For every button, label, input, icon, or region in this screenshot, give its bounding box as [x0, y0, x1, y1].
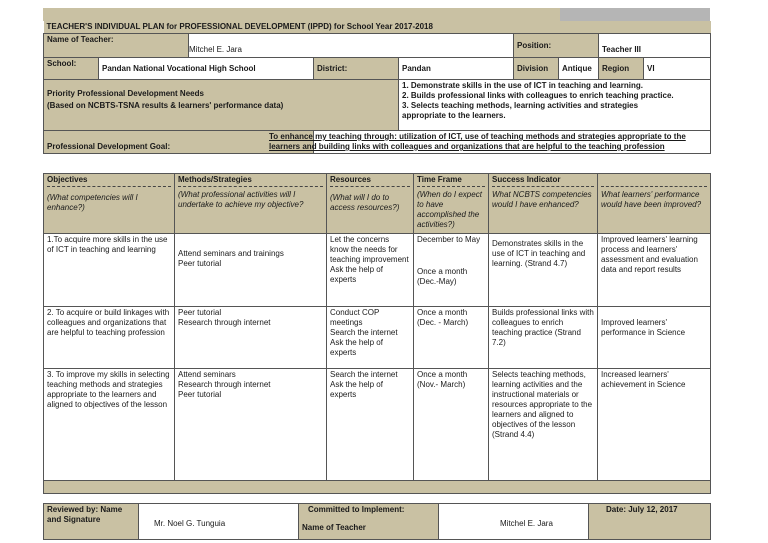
name-label: Name of Teacher: [44, 34, 189, 58]
row2-resources [327, 307, 414, 369]
committed-label [299, 504, 439, 540]
region-label [599, 58, 644, 80]
row1-objective: 1.To acquire more skills in the use of ICT in teaching and learning [44, 234, 175, 307]
col-success-title: Success Indicator [492, 175, 594, 187]
teacher-label: Name of Teacher [302, 523, 366, 532]
row3-method-3: Peer tutorial [178, 390, 222, 399]
plan-title: TEACHER'S INDIVIDUAL PLAN for PROFESSIONAL DEVELOPMENT (IPPD) for School Year 2017-2018 [44, 21, 711, 34]
row1-time-2: Once a month (Dec.-May) [417, 267, 468, 286]
plan-table [43, 173, 711, 494]
goal-line1: To enhance my teaching through: utilization of ICT, use of teaching methods and strategies appropriate to the [269, 132, 686, 141]
footer-table [43, 503, 711, 540]
row2-objective: 2. To acquire or build linkages with colleagues and organizations that are helpful to teaching profession [44, 307, 175, 369]
region-label-text: Region [602, 64, 630, 73]
col-learners-sub: What learners' performance would have been improved? [601, 190, 702, 209]
col-learners-title [601, 175, 707, 187]
row3-method-1: Attend seminars [178, 370, 236, 379]
name-value-text: Mitchel E. Jara [189, 45, 242, 54]
row3-resource-1: Search the internet [330, 370, 398, 379]
position-value [599, 34, 711, 58]
table-row [44, 234, 711, 307]
row3-time: Once a month (Nov.- March) [414, 369, 489, 481]
row2-learners [598, 307, 711, 369]
division-label [514, 58, 559, 80]
spacer-row [44, 481, 711, 494]
row3-learners: Increased learners' achievement in Science [598, 369, 711, 481]
position-value-text: Teacher III [602, 45, 641, 54]
date-cell [589, 504, 711, 540]
plan-header-row [44, 174, 711, 234]
school-value [99, 58, 314, 80]
region-value-text: VI [647, 64, 655, 73]
row2-competency: Builds professional links with colleagues to enrich teaching practice (Strand 7.2) [489, 307, 598, 369]
school-label: School: [44, 58, 99, 80]
col-time-sub: (When do I expect to have accomplished the activities?) [417, 190, 482, 229]
row1-methods [175, 234, 327, 307]
teacher-name: Mitchel E. Jara [500, 519, 553, 528]
row2-method-1: Peer tutorial [178, 308, 222, 317]
header-table [43, 21, 711, 154]
top-strip-grey [560, 8, 710, 21]
region-value [644, 58, 711, 80]
col-time [414, 174, 489, 234]
col-methods-title: Methods/Strategies [178, 175, 323, 187]
row3-resources [327, 369, 414, 481]
row1-resources [327, 234, 414, 307]
priority-label-line1: Priority Professional Development Needs [47, 89, 204, 98]
top-strip [43, 8, 710, 21]
priority-need-1: 1. Demonstrate skills in the use of ICT in teaching and learning. [402, 81, 643, 90]
row1-learners: Improved learners' learning process and learners' assessment and evaluation data and report results [598, 234, 711, 307]
col-methods [175, 174, 327, 234]
reviewed-label: Reviewed by: Name and Signature [44, 504, 139, 540]
name-value [189, 34, 514, 58]
reviewer-cell [139, 504, 299, 540]
priority-label [44, 80, 399, 131]
row1-time [414, 234, 489, 307]
priority-need-2: 2. Builds professional links with colleagues to enrich teaching practice. [402, 91, 674, 100]
row1-time-1: December to May [417, 235, 481, 244]
col-success-sub: What NCBTS competencies would I have enhanced? [492, 190, 592, 209]
row3-resource-2: Ask the help of experts [330, 380, 383, 399]
row3-method-2: Research through internet [178, 380, 271, 389]
goal-line2: learners and building links with colleagues and organizations that are helpful to the teaching profession [269, 142, 665, 151]
priority-label-line2: (Based on NCBTS-TSNA results & learners' performance data) [47, 101, 284, 110]
division-label-text: Division [517, 64, 549, 73]
school-value-text: Pandan National Vocational High School [102, 64, 256, 73]
col-objectives-sub: (What competencies will I enhance?) [47, 193, 138, 212]
position-label [514, 34, 599, 58]
division-value-text: Antique [562, 64, 592, 73]
col-time-title: Time Frame [417, 175, 485, 187]
col-learners [598, 174, 711, 234]
row2-resource-1: Conduct COP meetings [330, 308, 380, 327]
row2-resource-3: Ask the help of experts [330, 338, 383, 357]
row1-method-1: Attend seminars and trainings [178, 249, 284, 258]
spacer-cell [44, 481, 711, 494]
table-row [44, 369, 711, 481]
col-resources-title: Resources [330, 175, 410, 187]
row2-method-2: Research through internet [178, 318, 271, 327]
position-label-text: Position: [517, 41, 552, 50]
col-resources [327, 174, 414, 234]
row2-methods [175, 307, 327, 369]
row1-competency [489, 234, 598, 307]
row2-learners-text: Improved learners' performance in Science [601, 318, 686, 337]
table-row [44, 307, 711, 369]
row2-time: Once a month (Dec. - March) [414, 307, 489, 369]
division-value [559, 58, 599, 80]
district-label-text: District: [317, 64, 348, 73]
col-success [489, 174, 598, 234]
district-label [314, 58, 399, 80]
col-objectives-title: Objectives [47, 175, 171, 187]
row1-competency-text: Demonstrates skills in the use of ICT in teaching and learning. (Strand 4.7) [492, 239, 586, 268]
teacher-cell [439, 504, 589, 540]
row2-resource-2: Search the internet [330, 328, 398, 337]
row3-competency: Selects teaching methods, learning activities and the instructional materials or resources appropriate to the learners and aligned to objectives of the lesson (Strand 4.4) [489, 369, 598, 481]
committed-label-text: Committed to Implement: [308, 505, 405, 514]
row1-method-2: Peer tutorial [178, 259, 222, 268]
district-value [399, 58, 514, 80]
district-value-text: Pandan [402, 64, 431, 73]
reviewer-name: Mr. Noel G. Tunguia [154, 519, 226, 528]
row3-methods [175, 369, 327, 481]
goal-text [269, 131, 711, 154]
row3-objective: 3. To improve my skills in selecting teaching methods and strategies appropriate to the learners and aligned to objectives of the lesson [44, 369, 175, 481]
col-resources-sub: (What will I do to access resources?) [330, 193, 400, 212]
row1-resource-2: Ask the help of experts [330, 265, 383, 284]
priority-need-3: 3. Selects teaching methods, learning activities and strategies appropriate to the learners. [402, 101, 639, 120]
row1-resource-1: Let the concerns know the needs for teaching improvement [330, 235, 409, 264]
priority-needs [399, 80, 711, 131]
date-text: Date: July 12, 2017 [606, 505, 678, 514]
col-methods-sub: (What professional activities will I undertake to achieve my objective? [178, 190, 304, 209]
goal-label-text: Professional Development Goal: [47, 142, 171, 151]
col-objectives [44, 174, 175, 234]
